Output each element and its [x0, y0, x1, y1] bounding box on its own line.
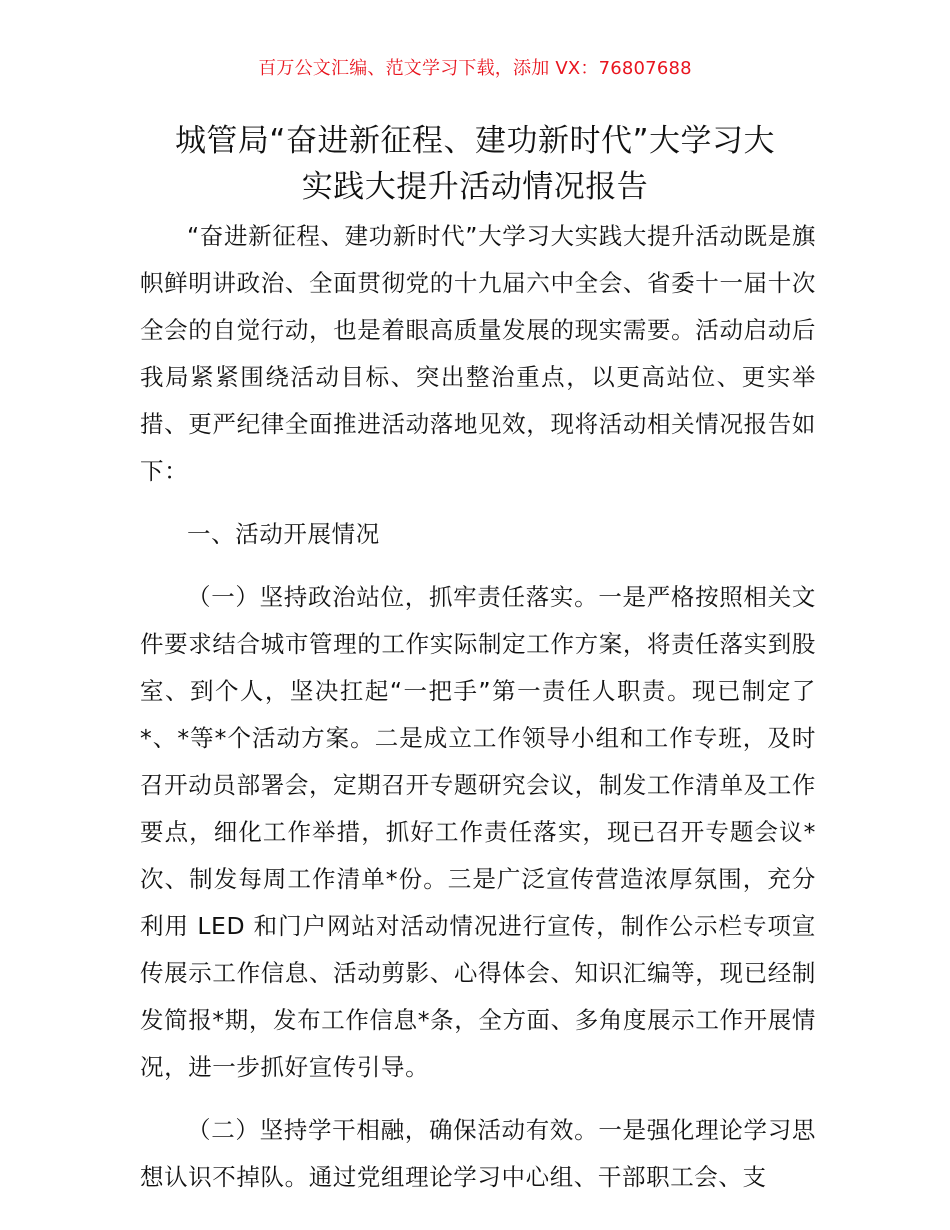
title-line-2: 实践大提升活动情况报告	[301, 169, 649, 205]
intro-paragraph: “奋进新征程、建功新时代”大学习大实践大提升活动既是旗帜鲜明讲政治、全面贯彻党的十九届六中全会、省委十一届十次全会的自觉行动，也是着眼高质量发展的现实需要。活动启动后我局紧紧围绕活动目标、突出整治重点，以更高站位、更实举措、更严纪律全面推进活动落地见效，现将活动相关情况报告如下：	[140, 222, 816, 485]
subsection-2-paragraph: （二）坚持学干相融，确保活动有效。一是强化理论学习思想认识不掉队。通过党组理论学习中心组、干部职工会、支	[140, 1116, 816, 1191]
header-banner: 百万公文汇编、范文学习下载，添加 VX：76807688	[258, 58, 692, 79]
subsection-1-paragraph: （一）坚持政治站位，抓牢责任落实。一是严格按照相关文件要求结合城市管理的工作实际制定工作方案，将责任落实到股室、到个人，坚决扛起“一把手”第一责任人职责。现已制定了*、*等*个活动方案。二是成立工作领导小组和工作专班，及时召开动员部署会，定期召开专题研究会议，制发工作清单及工作要点，细化工作举措，抓好工作责任落实，现已召开专题会议*次、制发每周工作清单*份。三是广泛宣传营造浓厚氛围，充分利用 LED 和门户网站对活动情况进行宣传，制作公示栏专项宣传展示工作信息、活动剪影、心得体会、知识汇编等，现已经制发简报*期，发布工作信息*条，全方面、多角度展示工作开展情况，进一步抓好宣传引导。	[140, 583, 816, 1081]
document-title	[100, 118, 850, 210]
section-heading: 一、活动开展情况	[187, 520, 380, 548]
title-line-1: 城管局“奋进新征程、建功新时代”大学习大	[174, 123, 776, 159]
document-body	[140, 213, 816, 1201]
